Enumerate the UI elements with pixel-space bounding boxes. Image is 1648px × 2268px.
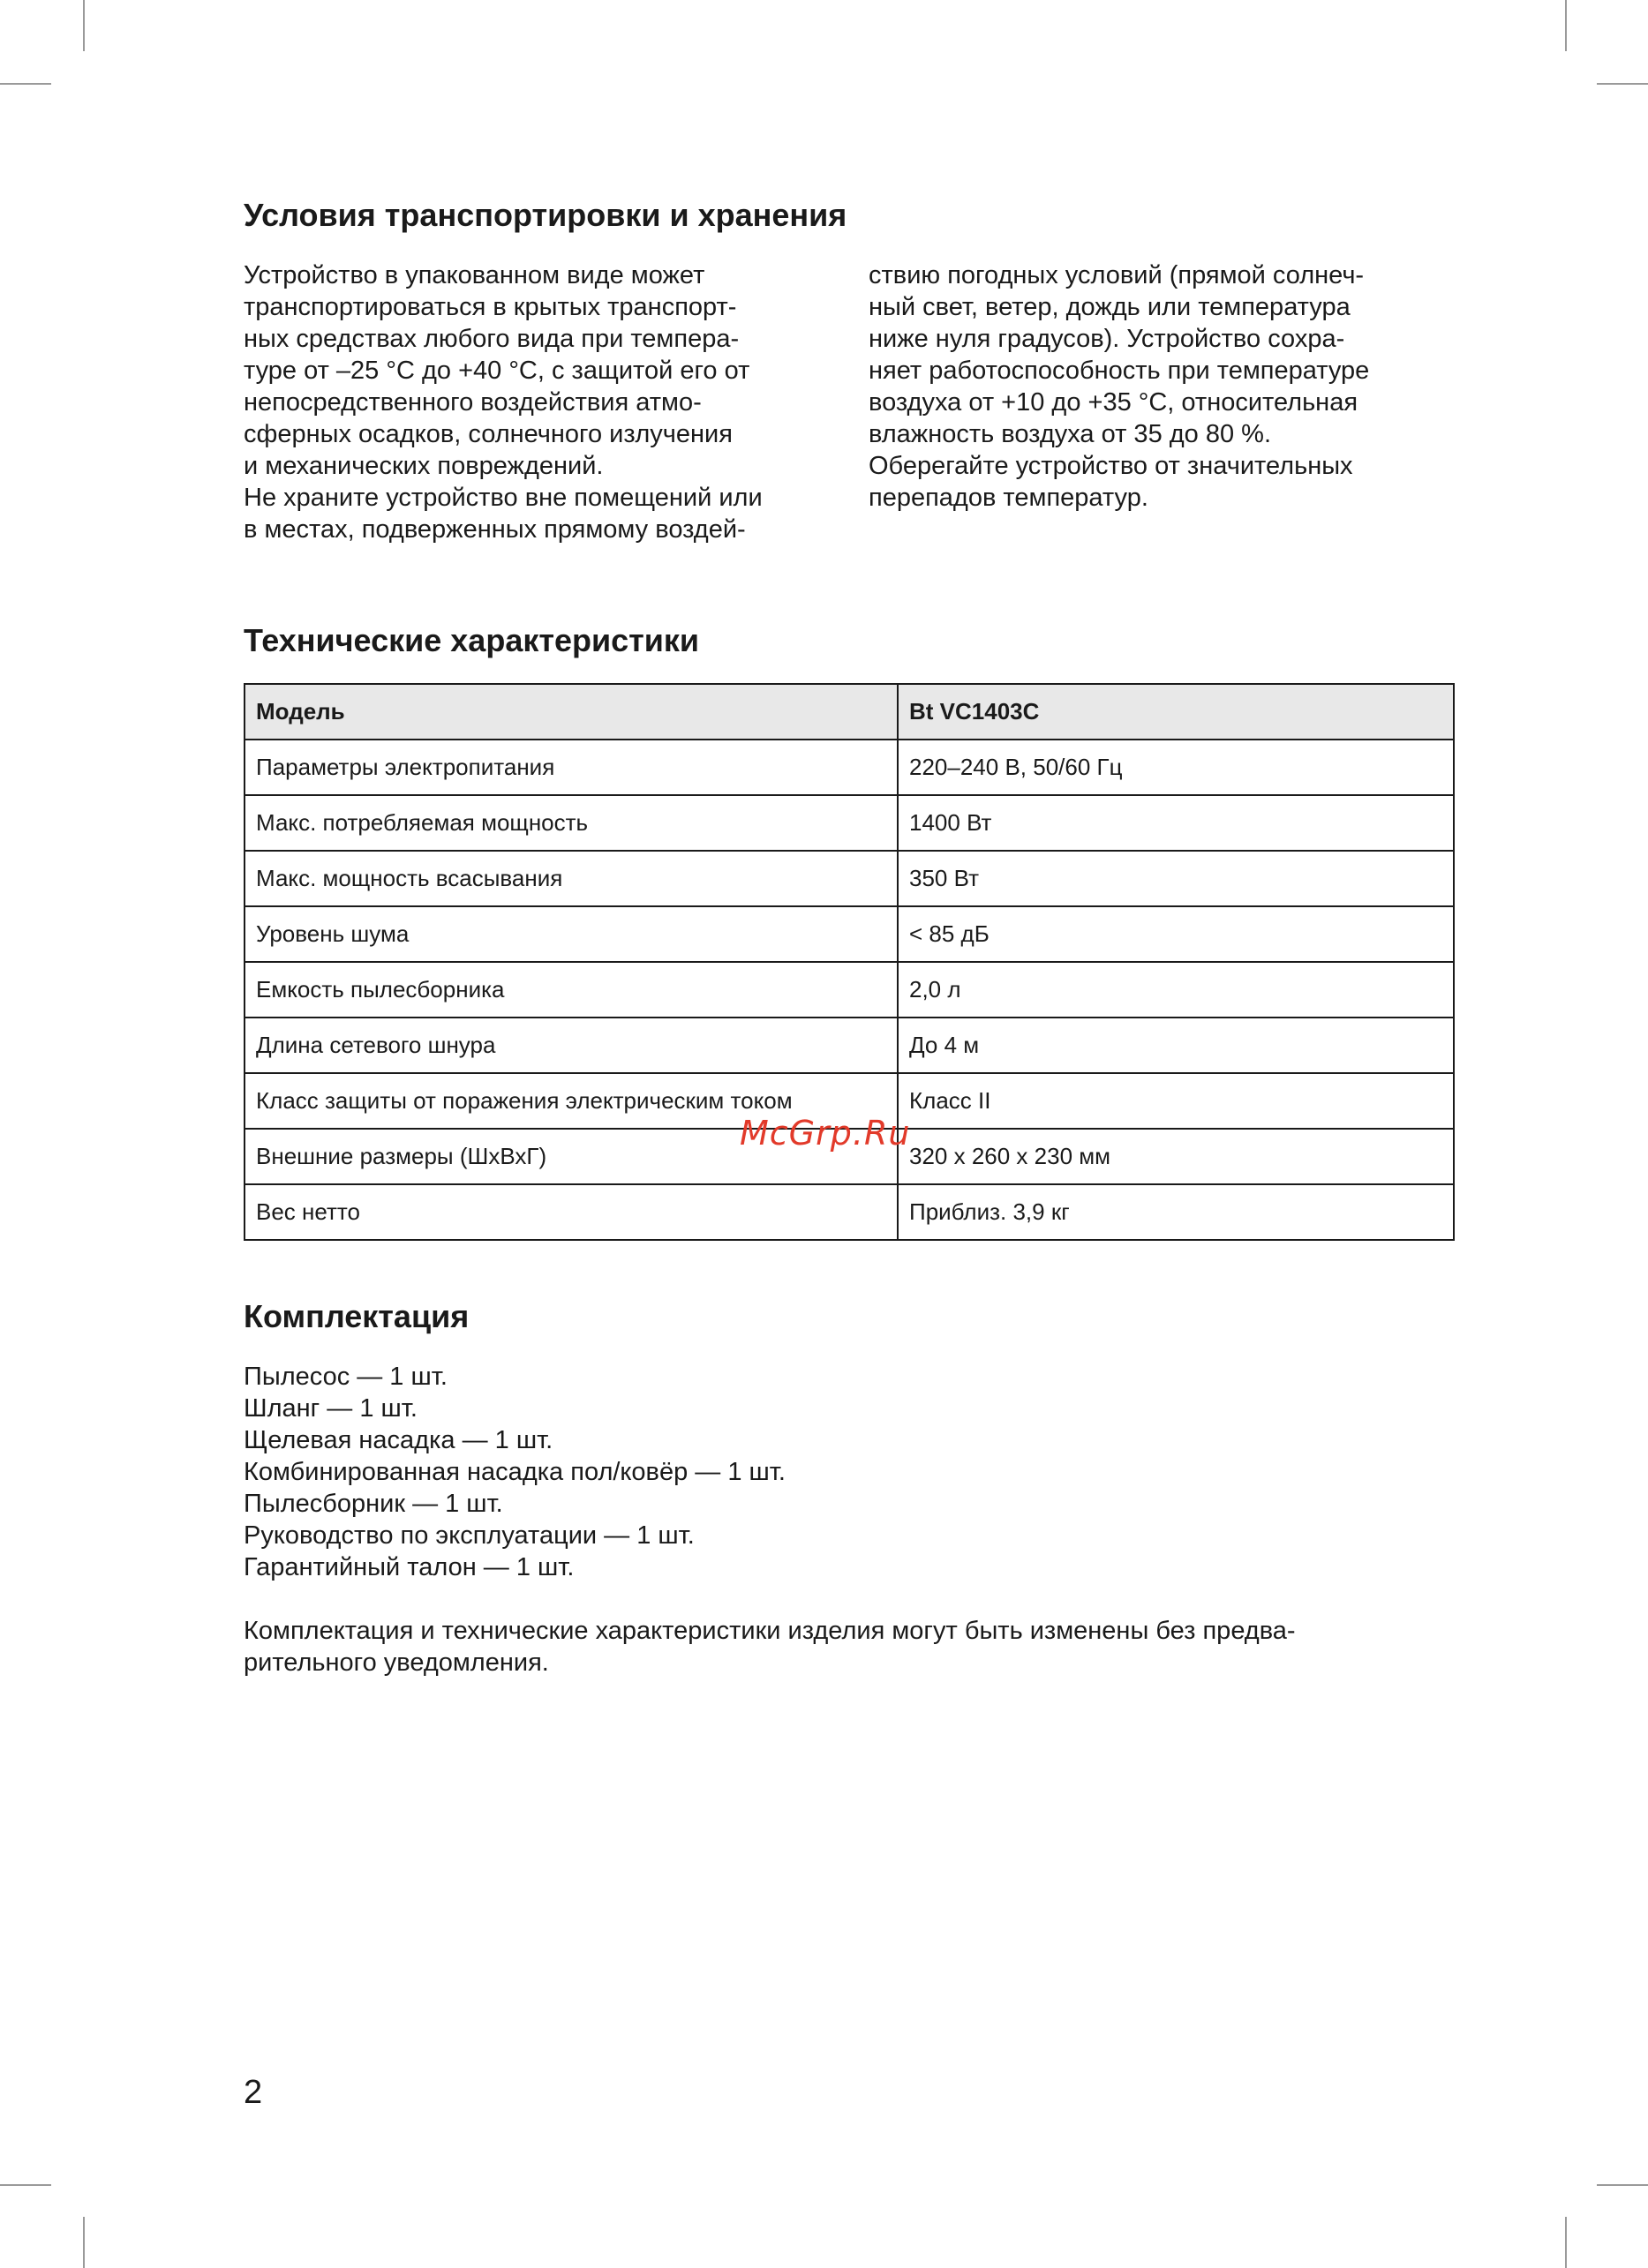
spec-value-cell: 320 х 260 х 230 мм [898, 1129, 1454, 1184]
list-item: Шланг — 1 шт. [244, 1394, 418, 1423]
list-item: Комбинированная насадка пол/ковёр — 1 шт. [244, 1458, 786, 1486]
section-title-kit: Комплектация [244, 1298, 470, 1334]
spec-param-cell: Параметры электропитания [245, 740, 898, 795]
table-row [245, 851, 1454, 906]
spec-param-cell: Длина сетевого шнура [245, 1018, 898, 1073]
transport-paragraph-2: ствию погодных условий (прямой солнеч- ный свет, ветер, дождь или температура ниже нуля градусов). Устройство сохра- няет работоспособность при температуре воздуха от +10 до +35 °C, относительная влажность воздуха от 35 до 80 %. Оберегайте устройство от значительных перепадов температур. [869, 261, 1370, 512]
spec-param-cell: Макс. мощность всасывания [245, 851, 898, 906]
spec-param-cell: Уровень шума [245, 906, 898, 962]
spec-param-cell: Вес нетто [245, 1184, 898, 1240]
transport-text-columns [244, 259, 1456, 545]
section-title-specs: Технические характеристики [244, 622, 700, 658]
list-item: Гарантийный талон — 1 шт. [244, 1553, 575, 1581]
spec-value-cell: Приблиз. 3,9 кг [898, 1184, 1454, 1240]
spec-value-cell: До 4 м [898, 1018, 1454, 1073]
specs-header-model: Bt VC1403C [898, 684, 1454, 740]
table-row [245, 962, 1454, 1018]
table-row [245, 1184, 1454, 1240]
kit-note: Комплектация и технические характеристики изделия могут быть изменены без предва- рительного уведомления. [244, 1617, 1296, 1677]
table-row [245, 1018, 1454, 1073]
list-item: Щелевая насадка — 1 шт. [244, 1426, 553, 1454]
spec-param-cell: Внешние размеры (ШхВхГ) [245, 1129, 898, 1184]
specs-header-param: Модель [245, 684, 898, 740]
crop-mark [0, 83, 51, 85]
transport-column-left [244, 259, 832, 545]
table-row [245, 740, 1454, 795]
transport-paragraph-1: Устройство в упакованном виде может транспортироваться в крытых транспорт- ных средствах любого вида при темпера- туре от –25 °C до +40 °C, с защитой его от непосредственного воздействия атмо- сферных осадков, солнечного излучения и механических повреждений. Не храните устройство вне помещений или в местах, подверженных прямому воздей- [244, 261, 763, 544]
kit-list [244, 1361, 1456, 1583]
spec-param-cell: Емкость пылесборника [245, 962, 898, 1018]
table-row [245, 795, 1454, 851]
crop-mark [1565, 0, 1567, 51]
table-row [245, 906, 1454, 962]
spec-value-cell: < 85 дБ [898, 906, 1454, 962]
crop-mark [83, 2217, 85, 2268]
crop-mark [1597, 83, 1648, 85]
specs-header-row [245, 684, 1454, 740]
spec-value-cell: 1400 Вт [898, 795, 1454, 851]
list-item: Пылесборник — 1 шт. [244, 1490, 503, 1518]
page-number: 2 [244, 2074, 263, 2111]
specs-table [244, 683, 1455, 1241]
section-title-transport: Условия транспортировки и хранения [244, 197, 847, 233]
spec-value-cell: Класс II [898, 1073, 1454, 1129]
crop-mark [83, 0, 85, 51]
spec-value-cell: 2,0 л [898, 962, 1454, 1018]
crop-mark [1565, 2217, 1567, 2268]
spec-param-cell: Класс защиты от поражения электрическим током [245, 1073, 898, 1129]
crop-mark [0, 2184, 51, 2186]
transport-column-right [869, 259, 1456, 545]
spec-value-cell: 350 Вт [898, 851, 1454, 906]
crop-mark [1597, 2184, 1648, 2186]
spec-param-cell: Макс. потребляемая мощность [245, 795, 898, 851]
list-item: Пылесос — 1 шт. [244, 1363, 448, 1391]
watermark: McGrp.Ru [740, 1114, 911, 1153]
spec-value-cell: 220–240 В, 50/60 Гц [898, 740, 1454, 795]
page-content [244, 194, 1456, 1678]
list-item: Руководство по эксплуатации — 1 шт. [244, 1521, 695, 1550]
